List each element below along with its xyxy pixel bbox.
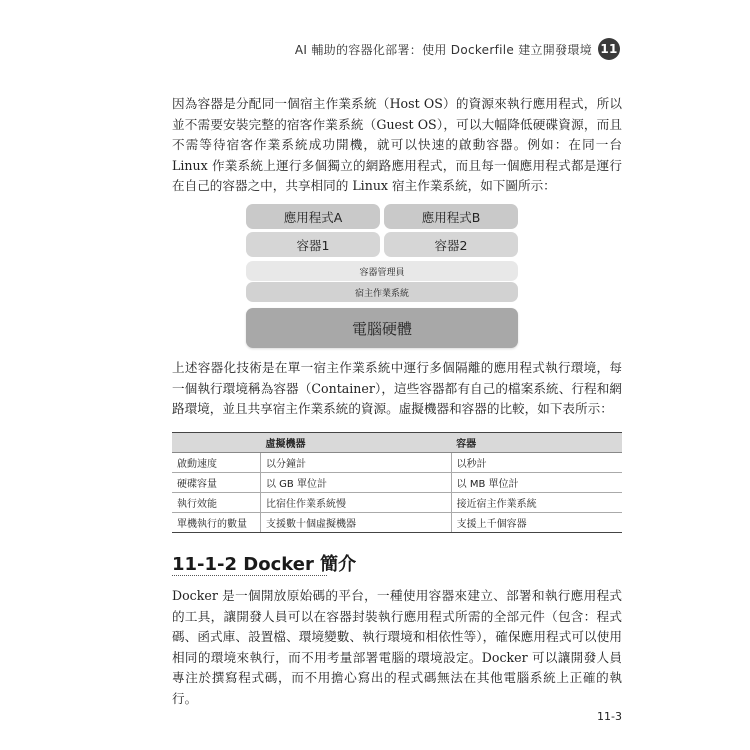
intro-paragraph: 因為容器是分配同一個宿主作業系統（Host OS）的資源來執行應用程式，所以並不需要安裝完整的宿客作業系統（Guest OS），可以大幅降低硬碟資源，而且不需等待宿客作業系統成功開機，就可以快速的啟動容器。例如：在同一台 Linux 作業系統上運行多個獨立的網路應用程式，而且每一個應用程式都是運行在自己的容器之中，共享相同的 Linux 宿主作業系統，如下圖所示：: [172, 96, 622, 193]
host-os-layer: 宿主作業系統: [246, 282, 518, 302]
header-cell-vm: 虛擬機器: [261, 433, 452, 453]
vm-vs-container-table: [172, 432, 622, 533]
table-row: [172, 453, 622, 473]
table-row: [172, 513, 622, 533]
section-heading: 11-1-2 Docker 簡介: [172, 554, 357, 575]
vm-cell: 比宿住作業系統慢: [261, 493, 452, 513]
header-cell-empty: [172, 433, 261, 453]
row-label: 單機執行的數量: [172, 513, 261, 533]
vm-cell: 支援數十個虛擬機器: [261, 513, 452, 533]
containerization-paragraph: 上述容器化技術是在單一宿主作業系統中運行多個隔離的應用程式執行環境，每一個執行環境稱為容器（Container），這些容器都有自己的檔案系統、行程和網路環境，並且共享宿主作業系統的資源。虛擬機器和容器的比較，如下表所示：: [172, 360, 622, 416]
container-cell: 以秒計: [451, 453, 622, 473]
running-title: AI 輔助的容器化部署：使用 Dockerfile 建立開發環境: [294, 42, 592, 57]
table-header-row: [172, 433, 622, 453]
row-label: 硬碟容量: [172, 473, 261, 493]
row-label: 執行效能: [172, 493, 261, 513]
hardware-layer: 電腦硬體: [246, 308, 518, 348]
table-row: [172, 473, 622, 493]
table-row: [172, 493, 622, 513]
page-number: 11-3: [597, 710, 622, 723]
container-manager-layer: 容器管理員: [246, 261, 518, 281]
container-cell: 接近宿主作業系統: [451, 493, 622, 513]
vm-cell: 以分鐘計: [261, 453, 452, 473]
container-2-box: 容器2: [384, 232, 518, 257]
row-label: 啟動速度: [172, 453, 261, 473]
section-heading-rule: [172, 575, 327, 576]
chapter-badge: 11: [598, 38, 620, 60]
running-header: [295, 38, 620, 60]
vm-cell: 以 GB 單位計: [261, 473, 452, 493]
container-cell: 支援上千個容器: [451, 513, 622, 533]
docker-intro-paragraph: Docker 是一個開放原始碼的平台，一種使用容器來建立、部署和執行應用程式的工具，讓開發人員可以在容器封裝執行應用程式所需的全部元件（包含：程式碼、函式庫、設置檔、環境變數、執行環境和相依性等），確保應用程式可以使用相同的環境來執行，而不用考量部署電腦的環境設定。Docker 可以讓開發人員專注於撰寫程式碼，而不用擔心寫出的程式碼無法在其他電腦系統上正確的執行。: [172, 588, 622, 706]
container-cell: 以 MB 單位計: [451, 473, 622, 493]
app-b-box: 應用程式B: [384, 204, 518, 229]
header-cell-container: 容器: [451, 433, 622, 453]
container-1-box: 容器1: [246, 232, 380, 257]
app-a-box: 應用程式A: [246, 204, 380, 229]
